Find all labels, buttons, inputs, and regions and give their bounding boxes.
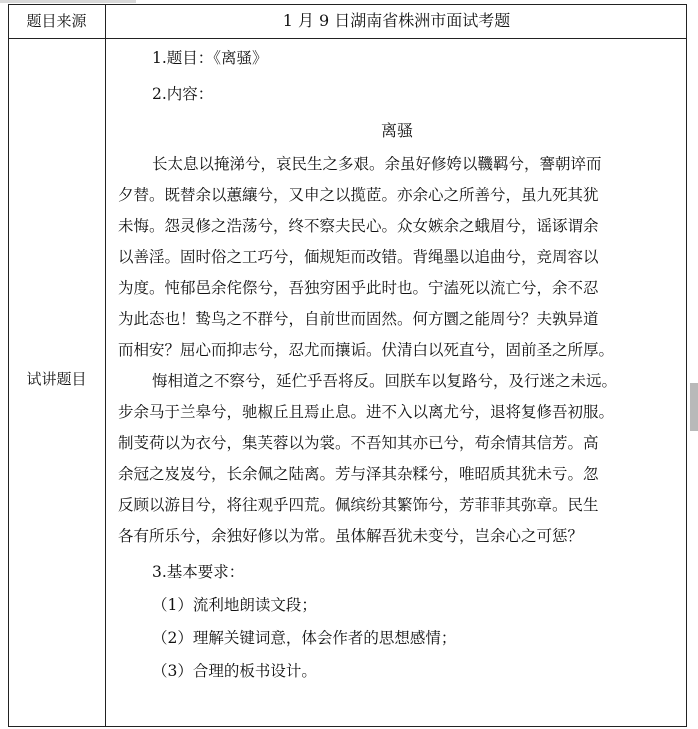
poem-line: 余冠之岌岌兮，长余佩之陆离。芳与泽其杂糅兮，唯昭质其犹未亏。忽 (118, 465, 599, 483)
poem-line: 而相安？屈心而抑志兮，忍尤而攘诟。伏清白以死直兮，固前圣之所厚。 (118, 341, 615, 359)
poem-line: 各有所乐兮，余独好修以为常。虽体解吾犹未变兮，岂余心之可惩？ (118, 527, 584, 545)
requirement-item: （3）合理的板书设计。 (152, 662, 317, 680)
table-border-top (8, 4, 687, 5)
requirement-item: （1）流利地朗读文段； (152, 596, 317, 614)
item-title: 1.题目：《离骚》 (152, 49, 268, 67)
poem-line: 长太息以掩涕兮，哀民生之多艰。余虽好修姱以鞿羁兮，謇朝谇而 (152, 155, 602, 173)
side-scroll-tab[interactable] (690, 383, 698, 431)
item-requirements-label: 3.基本要求： (152, 563, 245, 581)
row-label-topic: 试讲题目 (26, 370, 87, 388)
table-header-divider (8, 38, 687, 39)
table-border-left (8, 4, 9, 727)
poem-line: 反顾以游目兮，将往观乎四荒。佩缤纷其繁饰兮，芳菲菲其弥章。民生 (118, 496, 599, 514)
poem-title: 离骚 (380, 121, 413, 140)
poem-line: 未悔。怨灵修之浩荡兮，终不察夫民心。众女嫉余之蛾眉兮，谣诼谓余 (118, 217, 599, 235)
window-top-bar (0, 0, 136, 3)
header-source-label: 题目来源 (26, 12, 87, 30)
poem-line: 悔相道之不察兮，延伫乎吾将反。回朕车以复路兮，及行迷之未远。 (152, 372, 618, 390)
poem-line: 制芰荷以为衣兮，集芙蓉以为裳。不吾知其亦已兮，苟余情其信芳。高 (118, 434, 599, 452)
header-source-value: 1 月 9 日湖南省株洲市面试考题 (282, 11, 511, 30)
exam-table (8, 4, 687, 727)
table-column-divider (105, 4, 106, 727)
poem-line: 步余马于兰皋兮，驰椒丘且焉止息。进不入以离尤兮，退将复修吾初服。 (118, 403, 615, 421)
requirement-item: （2）理解关键词意，体会作者的思想感情； (152, 629, 457, 647)
table-border-right (686, 4, 687, 727)
item-content-label: 2.内容： (152, 85, 214, 103)
poem-line: 夕替。既替余以蕙纕兮，又申之以揽茝。亦余心之所善兮，虽九死其犹 (118, 186, 599, 204)
poem-line: 以善淫。固时俗之工巧兮，偭规矩而改错。背绳墨以追曲兮，竞周容以 (118, 248, 599, 266)
poem-line: 为度。忳郁邑余侘傺兮，吾独穷困乎此时也。宁溘死以流亡兮，余不忍 (118, 279, 599, 297)
table-border-bottom (8, 726, 687, 727)
poem-line: 为此态也！鸷鸟之不群兮，自前世而固然。何方圜之能周兮？夫孰异道 (118, 310, 599, 328)
